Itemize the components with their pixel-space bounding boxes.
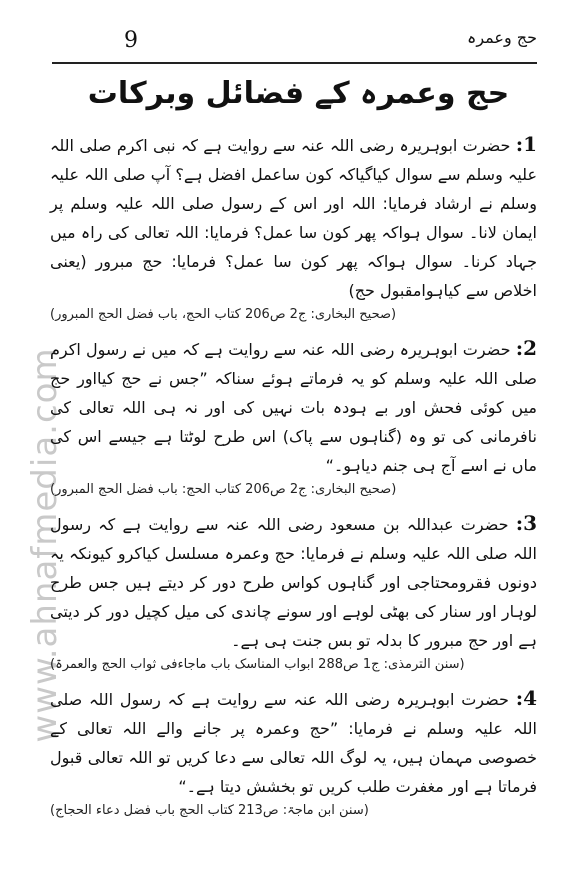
hadith-text: حضرت ابوہریرہ رضی اللہ عنہ سے روایت ہے کہ نبی اکرم صلی اللہ علیہ وسلم سے سوال کیاگیاکہ کون ساعمل افضل ہے؟ آپ صلی اللہ علیہ وسلم نے ارشاد فرمایا: اللہ اور اس کے رسول صلی اللہ علیہ وسلم پر ایمان لانا۔ سوال ہواکہ پھر کون سا عمل؟ فرمایا: اللہ تعالی کی راہ میں جہاد کرنا۔ سوال ہواکہ پھر کون سا عمل؟ فرمایا: حج مبرور (یعنی اخلاص سے کیاہوامقبول حج)	[50, 136, 537, 300]
hadith-1	[50, 130, 537, 322]
header-rule	[52, 62, 537, 64]
hadith-reference: (سنن ابن ماجۃ: ص213 کتاب الحج باب فضل دعاء الحجاج)	[50, 803, 369, 818]
page-header	[52, 28, 537, 60]
hadith-3	[50, 509, 537, 672]
running-book-title: حج وعمرہ	[466, 28, 537, 47]
page-number: 9	[124, 28, 138, 53]
hadith-reference: (صحیح البخاری: ج2 ص206 کتاب الحج، باب فضل الحج المبرور)	[50, 307, 397, 322]
hadith-reference: (سنن الترمذی: ج1 ص288 ابواب المناسک باب ماجاءفی ثواب الحج والعمرۃ)	[50, 657, 465, 672]
hadith-2	[50, 334, 537, 497]
hadith-4	[50, 684, 537, 818]
hadith-number: 4:	[515, 686, 537, 710]
hadith-number: 1:	[515, 132, 537, 156]
hadith-text: حضرت عبداللہ بن مسعود رضی اللہ عنہ سے روایت ہے کہ رسول اللہ صلی اللہ علیہ وسلم نے فرمایا: حج وعمرہ مسلسل کیاکرو کیونکہ یہ دونوں فقرومحتاجی اور گناہوں کواس طرح دور کر دیتے ہیں جس طرح لوہار اور سنار کی بھٹی لوہے اور سونے چاندی کی میل کچیل دور کر دیتی ہے اور حج مبرور کا بدلہ تو بس جنت ہی ہے۔	[50, 515, 537, 650]
hadith-number: 3:	[515, 511, 538, 535]
hadith-list	[50, 130, 537, 830]
chapter-title: حج وعمرہ کے فضائل وبرکات	[87, 76, 510, 111]
hadith-text: حضرت ابوہریرہ رضی اللہ عنہ سے روایت ہے کہ رسول اللہ صلی اللہ علیہ وسلم نے فرمایا: ”حج وعمرہ پر جانے والے اللہ تعالی کے خصوصی مہمان ہیں، یہ لوگ اللہ تعالی سے دعا کریں تو اللہ تعالی قبول فرماتا ہے اور مغفرت طلب کریں تو بخشش دیتا ہے۔“	[50, 690, 537, 796]
hadith-text: حضرت ابوہریرہ رضی اللہ عنہ سے روایت ہے کہ میں نے رسول اکرم صلی اللہ علیہ وسلم کو یہ فرماتے ہوئے سناکہ ”جس نے حج کیااور حج میں کوئی فحش اور بے ہودہ بات نہیں کی اور نہ ہی اللہ تعالی کی نافرمانی کی تو وہ (گناہوں سے پاک) اس طرح لوٹتا ہے جیسے اس کی ماں نے اسے آج ہی جنم دیاہو۔“	[50, 340, 537, 475]
hadith-reference: (صحیح البخاری: ج2 ص206 کتاب الحج: باب فضل الحج المبرور)	[50, 482, 397, 497]
watermark-text: www.ahnafmedia.com	[25, 347, 65, 743]
hadith-number: 2:	[515, 336, 537, 360]
